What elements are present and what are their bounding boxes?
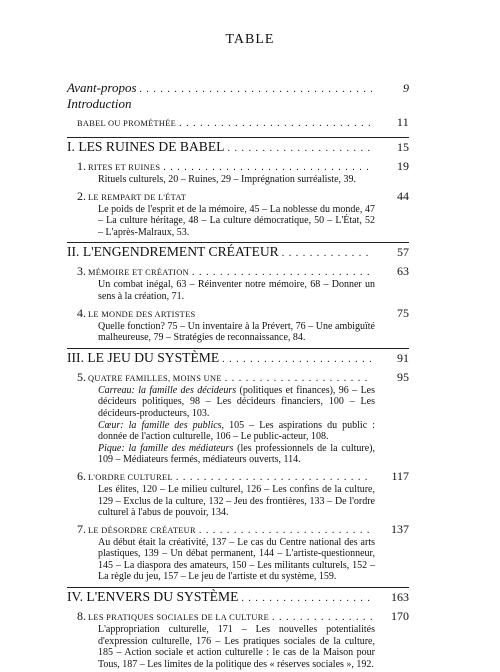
toc-entry-introduction[interactable]: [67, 97, 409, 111]
chapter-number: 2.: [77, 188, 86, 203]
part-title: IV. L'ENVERS DU SYSTÈME: [67, 589, 239, 605]
toc-chapter-7[interactable]: [77, 522, 409, 583]
page-number: 75: [397, 305, 409, 320]
page-number: 19: [397, 159, 409, 173]
part-title: I. LES RUINES DE BABEL: [67, 139, 225, 154]
part-title: II. L'ENGENDREMENT CRÉATEUR: [67, 244, 279, 260]
coeur-paragraph: [98, 420, 375, 443]
page-number: 44: [397, 188, 409, 203]
chapter-title: L'ORDRE CULTUREL: [88, 472, 173, 482]
chapter-sections: Au début était la créativité, 137 – Le cas du Centre national des arts plastiques, 139 – Un débat permanent, 144 – L'artiste-questionneur, 145 – La diaspora des amateurs, 150 – Les militants culturels, 152 – La règle du jeu, 157 – Le jeu de l'artiste et du système, 159.: [98, 536, 375, 583]
toc-part-3[interactable]: [67, 348, 409, 367]
chapter-number: 4.: [77, 305, 86, 320]
toc-chapter-2[interactable]: [77, 189, 409, 239]
page-number: 57: [397, 245, 409, 260]
toc-part-4[interactable]: [67, 587, 409, 606]
chapter-number: 6.: [77, 468, 86, 483]
carreau-paragraph: [98, 385, 375, 420]
leader-dots: [140, 83, 372, 97]
coeur-heading: Cœur: la famille des publics,: [98, 419, 225, 431]
toc-chapter-8[interactable]: [77, 609, 409, 670]
chapter-number: 7.: [77, 521, 86, 536]
page-number: 15: [397, 140, 409, 154]
chapter-title: LE MONDE DES ARTISTES: [88, 309, 196, 319]
chapter-sections: Les élites, 120 – Le milieu culturel, 126 – Les confins de la culture, 129 – Exclus de la culture, 132 – Jeu des frontières, 133 – De l'ordre culturel à l'abus de pouvoir, 134.: [98, 483, 375, 519]
carreau-heading: Carreau: la famille des décideurs: [98, 384, 237, 396]
page-number: 91: [397, 350, 409, 365]
leader-dots: [163, 162, 372, 173]
chapter-number: 1.: [77, 159, 86, 173]
page-number: 95: [397, 369, 409, 384]
leader-dots: [282, 246, 372, 261]
toc-entry-babel[interactable]: [77, 116, 409, 130]
part-title: III. LE JEU DU SYSTÈME: [67, 349, 220, 365]
leader-dots: [241, 591, 372, 606]
leader-dots: [272, 612, 372, 623]
page-number: 163: [391, 590, 409, 605]
chapter-sections: Le poids de l'esprit et de la mémoire, 45 – La noblesse du monde, 47 – La culture héritage, 48 – La culture démocratique, 50 – L'État, 52 – L'après-Malraux, 53.: [98, 203, 375, 238]
toc-chapter-1[interactable]: [77, 159, 409, 186]
toc-chapter-6[interactable]: [77, 469, 409, 519]
toc-entry-avant-propos[interactable]: [67, 81, 409, 97]
chapter-sections: L'appropriation culturelle, 171 – Les nouvelles potentialités d'expression culturelle, 176 – Les pratiques sociales de la culture, 185 – Action sociale et action culturelle : le cas de la Maison pour Tous, 187 – Les limites de la politique des « réserves sociales », 192.: [98, 624, 375, 670]
leader-dots: [176, 472, 372, 483]
chapter-title: QUATRE FAMILLES, MOINS UNE: [88, 373, 222, 383]
chapter-sections: [98, 385, 375, 466]
toc-chapter-3[interactable]: [77, 264, 409, 302]
chapter-sections: Quelle fonction? 75 – Un inventaire à la Prévert, 76 – Une ambiguïté malheureuse, 79 – Stratégies de reconnaissance, 84.: [98, 320, 375, 344]
pique-paragraph: [98, 443, 375, 466]
page-number: 11: [396, 115, 409, 129]
leader-dots: [179, 118, 372, 130]
chapter-title: LE REMPART DE L'ÉTAT: [88, 192, 187, 202]
coeur-text: 105 – Les aspirations du public : donnée de l'action culturelle, 106 – Le public-acteur, 108.: [98, 419, 375, 443]
pique-text: (les professionnels de la culture), 109 – Médiateurs fermés, médiateurs ouverts, 114.: [98, 442, 375, 466]
leader-dots: [192, 267, 372, 278]
chapter-title: LE DÉSORDRE CRÉATEUR: [88, 525, 196, 535]
leader-dots: [199, 525, 372, 536]
chapter-sections: Un combat inégal, 63 – Réinventer notre mémoire, 68 – Donner un sens à la création, 71.: [98, 279, 375, 302]
entry-label: Avant-propos: [67, 80, 137, 95]
chapter-title: MÉMOIRE ET CRÉATION: [88, 268, 189, 278]
toc-part-2[interactable]: [67, 242, 409, 261]
chapter-number: 8.: [77, 609, 86, 624]
entry-label: Introduction: [67, 96, 132, 111]
entry-label: BABEL OU PROMÉTHÉE: [77, 119, 177, 128]
page-number: 9: [403, 81, 409, 95]
chapter-number: 3.: [77, 264, 86, 279]
carreau-text: (politiques et finances), 96 – Les décideurs politiques, 98 – Les décideurs financiers, 100 – Les décideurs-producteurs, 103.: [98, 384, 376, 419]
page-number: 117: [391, 468, 409, 483]
pique-heading: Pique: la famille des médiateurs: [98, 442, 234, 454]
toc-part-1[interactable]: [67, 137, 409, 156]
leader-dots: [227, 141, 372, 156]
page-number: 63: [397, 264, 409, 279]
page-number: 170: [391, 609, 409, 624]
table-of-contents: [67, 76, 409, 670]
leader-dots: [225, 373, 372, 384]
chapter-number: 5.: [77, 369, 86, 384]
chapter-title: LES PRATIQUES SOCIALES DE LA CULTURE: [88, 613, 270, 623]
toc-chapter-4[interactable]: [77, 306, 409, 344]
chapter-sections: Rituels culturels, 20 – Ruines, 29 – Imprégnation surréaliste, 39.: [98, 174, 357, 185]
leader-dots: [222, 352, 372, 367]
page-number: 137: [391, 521, 409, 536]
page-title: TABLE: [225, 32, 275, 47]
toc-chapter-5[interactable]: [77, 370, 409, 466]
chapter-title: RITES ET RUINES: [88, 163, 161, 172]
